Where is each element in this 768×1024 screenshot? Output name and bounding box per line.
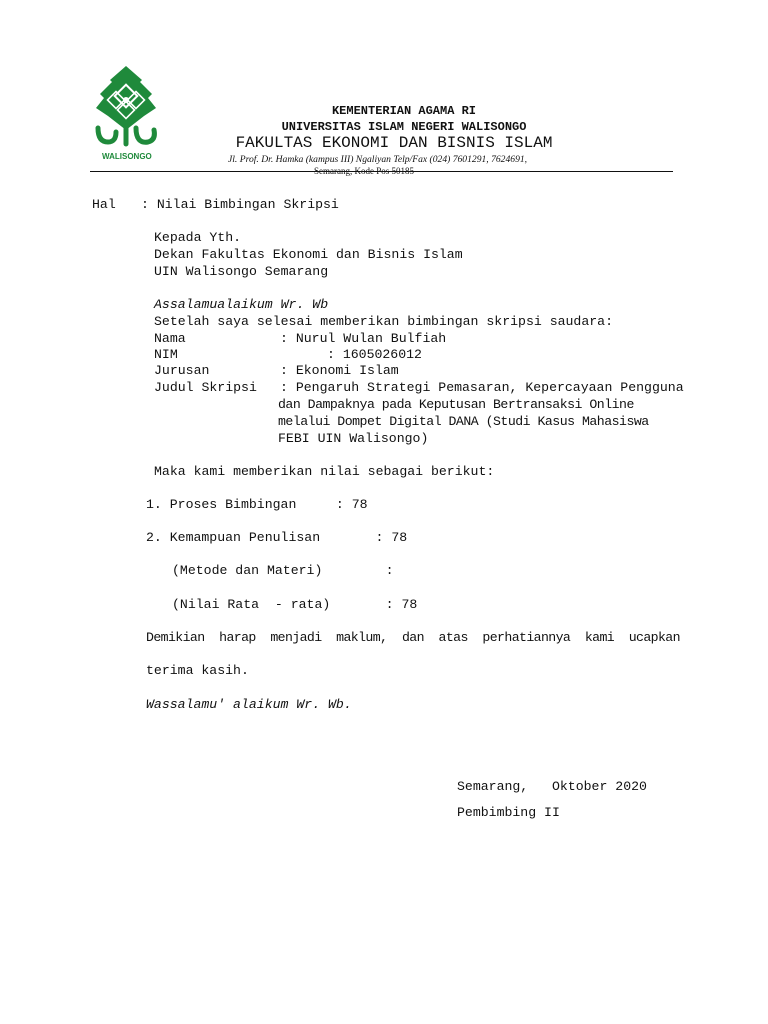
score-item-3: (Metode dan Materi) : xyxy=(172,563,394,578)
score-item-1: 1. Proses Bimbingan : 78 xyxy=(146,497,368,512)
faculty-name: FAKULTAS EKONOMI DAN BISNIS ISLAM xyxy=(235,134,553,152)
subject-value: : Nilai Bimbingan Skripsi xyxy=(141,197,339,212)
subject-label: Hal xyxy=(92,197,116,212)
logo-caption: WALISONGO xyxy=(102,152,152,161)
scores-intro: Maka kami memberikan nilai sebagai berikut: xyxy=(154,464,495,479)
university-name: UNIVERSITAS ISLAM NEGERI WALISONGO xyxy=(281,120,527,134)
ministry-name: KEMENTERIAN AGAMA RI xyxy=(331,104,477,118)
name-value: : Nurul Wulan Bulfiah xyxy=(280,331,447,346)
closing-line-2: terima kasih. xyxy=(146,663,249,678)
name-label: Nama xyxy=(154,331,186,346)
signer-role: Pembimbing II xyxy=(457,805,560,820)
recipient-line-2: Dekan Fakultas Ekonomi dan Bisnis Islam xyxy=(154,247,463,262)
score-item-4: (Nilai Rata - rata) : 78 xyxy=(172,597,418,612)
address-line-2: Semarang, Kode Pos 50185 xyxy=(314,166,414,176)
recipient-line-3: UIN Walisongo Semarang xyxy=(154,264,329,279)
jurusan-label: Jurusan xyxy=(154,363,210,378)
greeting: Assalamualaikum Wr. Wb xyxy=(154,297,329,312)
score-item-2: 2. Kemampuan Penulisan : 78 xyxy=(146,530,408,545)
closing-line-1: Demikian harap menjadi maklum, dan atas perhatiannya kami ucapkan xyxy=(146,630,680,645)
nim-value: : 1605026012 xyxy=(327,347,422,362)
judul-line-3: melalui Dompet Digital DANA (Studi Kasus Mahasiswa xyxy=(278,414,649,429)
address-line-1: Jl. Prof. Dr. Hamka (kampus III) Ngaliyan Telp/Fax (024) 7601291, 7624691, xyxy=(228,154,528,165)
nim-label: NIM xyxy=(154,347,178,362)
judul-label: Judul Skripsi xyxy=(154,380,257,395)
judul-line-4: FEBI UIN Walisongo) xyxy=(278,431,429,446)
intro-text: Setelah saya selesai memberikan bimbingan skripsi saudara: xyxy=(154,314,613,329)
letterhead-divider xyxy=(90,171,673,172)
place-date: Semarang, Oktober 2020 xyxy=(457,779,647,794)
closing-salam: Wassalamu' alaikum Wr. Wb. xyxy=(146,697,352,712)
recipient-line-1: Kepada Yth. xyxy=(154,230,242,245)
judul-line-2: dan Dampaknya pada Keputusan Bertransaksi Online xyxy=(278,397,634,412)
judul-line-1: : Pengaruh Strategi Pemasaran, Kepercayaan Pengguna xyxy=(280,380,684,395)
jurusan-value: : Ekonomi Islam xyxy=(280,363,399,378)
